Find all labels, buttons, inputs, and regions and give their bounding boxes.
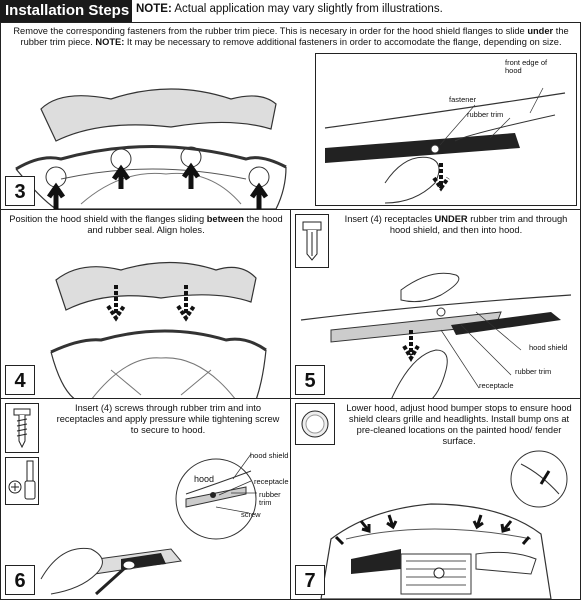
step-5-label-hood-shield: hood shield [529, 343, 568, 352]
step-3-detail-illustration [315, 53, 577, 206]
step-6-instructions: Insert (4) screws through rubber trim and into receptacles and apply pressure while tightening screw to secure to hood. [56, 403, 280, 435]
step-5-label-rubber-trim: rubber trim [515, 367, 552, 376]
note-text: Actual application may vary slightly from illustrations. [171, 3, 443, 15]
header-bar [0, 0, 581, 22]
step-4-hood-illustration [1, 240, 291, 399]
step-5-text-b: UNDER [434, 214, 468, 224]
step-5-panel [290, 209, 581, 399]
step-3-text-e: It may be necessary to remove additional fasteners in order to accomodate the flange, depending on size. [124, 37, 562, 47]
step-4-instructions [7, 214, 285, 236]
step-6-detail-illustration [1, 449, 291, 599]
step-7-instructions: Lower hood, adjust hood bumper stops to ensure hood shield clears grille and headlights. Install bump ons at pre-cleaned locations on the painted hood/ fender surface. [346, 403, 572, 446]
step-4-text-b: between [206, 214, 244, 224]
label-rubber-trim: rubber trim [467, 110, 504, 119]
step-6-label-hood: hood [194, 474, 215, 484]
page-title: Installation Steps [0, 0, 132, 22]
step-4-text-a: Position the hood shield with the flanges sliding [9, 214, 207, 224]
step-3-instructions [5, 26, 577, 48]
step-4-number: 4 [5, 365, 35, 395]
step-5-label-receptacle: receptacle [479, 381, 514, 390]
step-5-text-c: rubber trim and through hood shield, and then into hood. [389, 214, 568, 235]
step-6-panel [0, 398, 291, 600]
step-6-label-screw: screw [241, 510, 261, 519]
step-7-car-illustration [291, 449, 581, 599]
screw-icon [5, 403, 39, 453]
step-7-panel [290, 398, 581, 600]
step-3-text-b: under [527, 26, 554, 36]
step-5-text-a: Insert (4) receptacles [344, 214, 435, 224]
step-5-instructions [337, 214, 575, 236]
step-7-number: 7 [295, 565, 325, 595]
step-6-label-receptacle: receptacle [254, 477, 289, 486]
label-fastener: fastener [449, 95, 477, 104]
header-note [136, 3, 443, 15]
step-6-label-rubber-trim: rubber trim [259, 490, 281, 507]
step-3-text-c: the rubber trim piece. [20, 26, 569, 47]
step-4-text-c: the hood and rubber seal. Align holes. [87, 214, 283, 235]
step-6-number: 6 [5, 565, 35, 595]
step-3-text-a: Remove the corresponding fasteners from the rubber trim piece. This is necesary in order for the hood shield flanges to slide [13, 26, 528, 36]
step-6-label-hood-shield-visible: hood shield [250, 451, 289, 460]
step-5-detail-illustration [291, 250, 581, 399]
step-3-number: 3 [5, 176, 35, 206]
step-3-text-d: NOTE: [95, 37, 125, 47]
note-label: NOTE: [136, 3, 172, 15]
step-3-panel [0, 22, 581, 210]
step-5-number: 5 [295, 365, 325, 395]
step-4-panel [0, 209, 291, 399]
label-front-edge: front edge of hood [505, 58, 548, 75]
step-3-hood-illustration [1, 49, 301, 209]
bump-on-icon [295, 403, 335, 445]
